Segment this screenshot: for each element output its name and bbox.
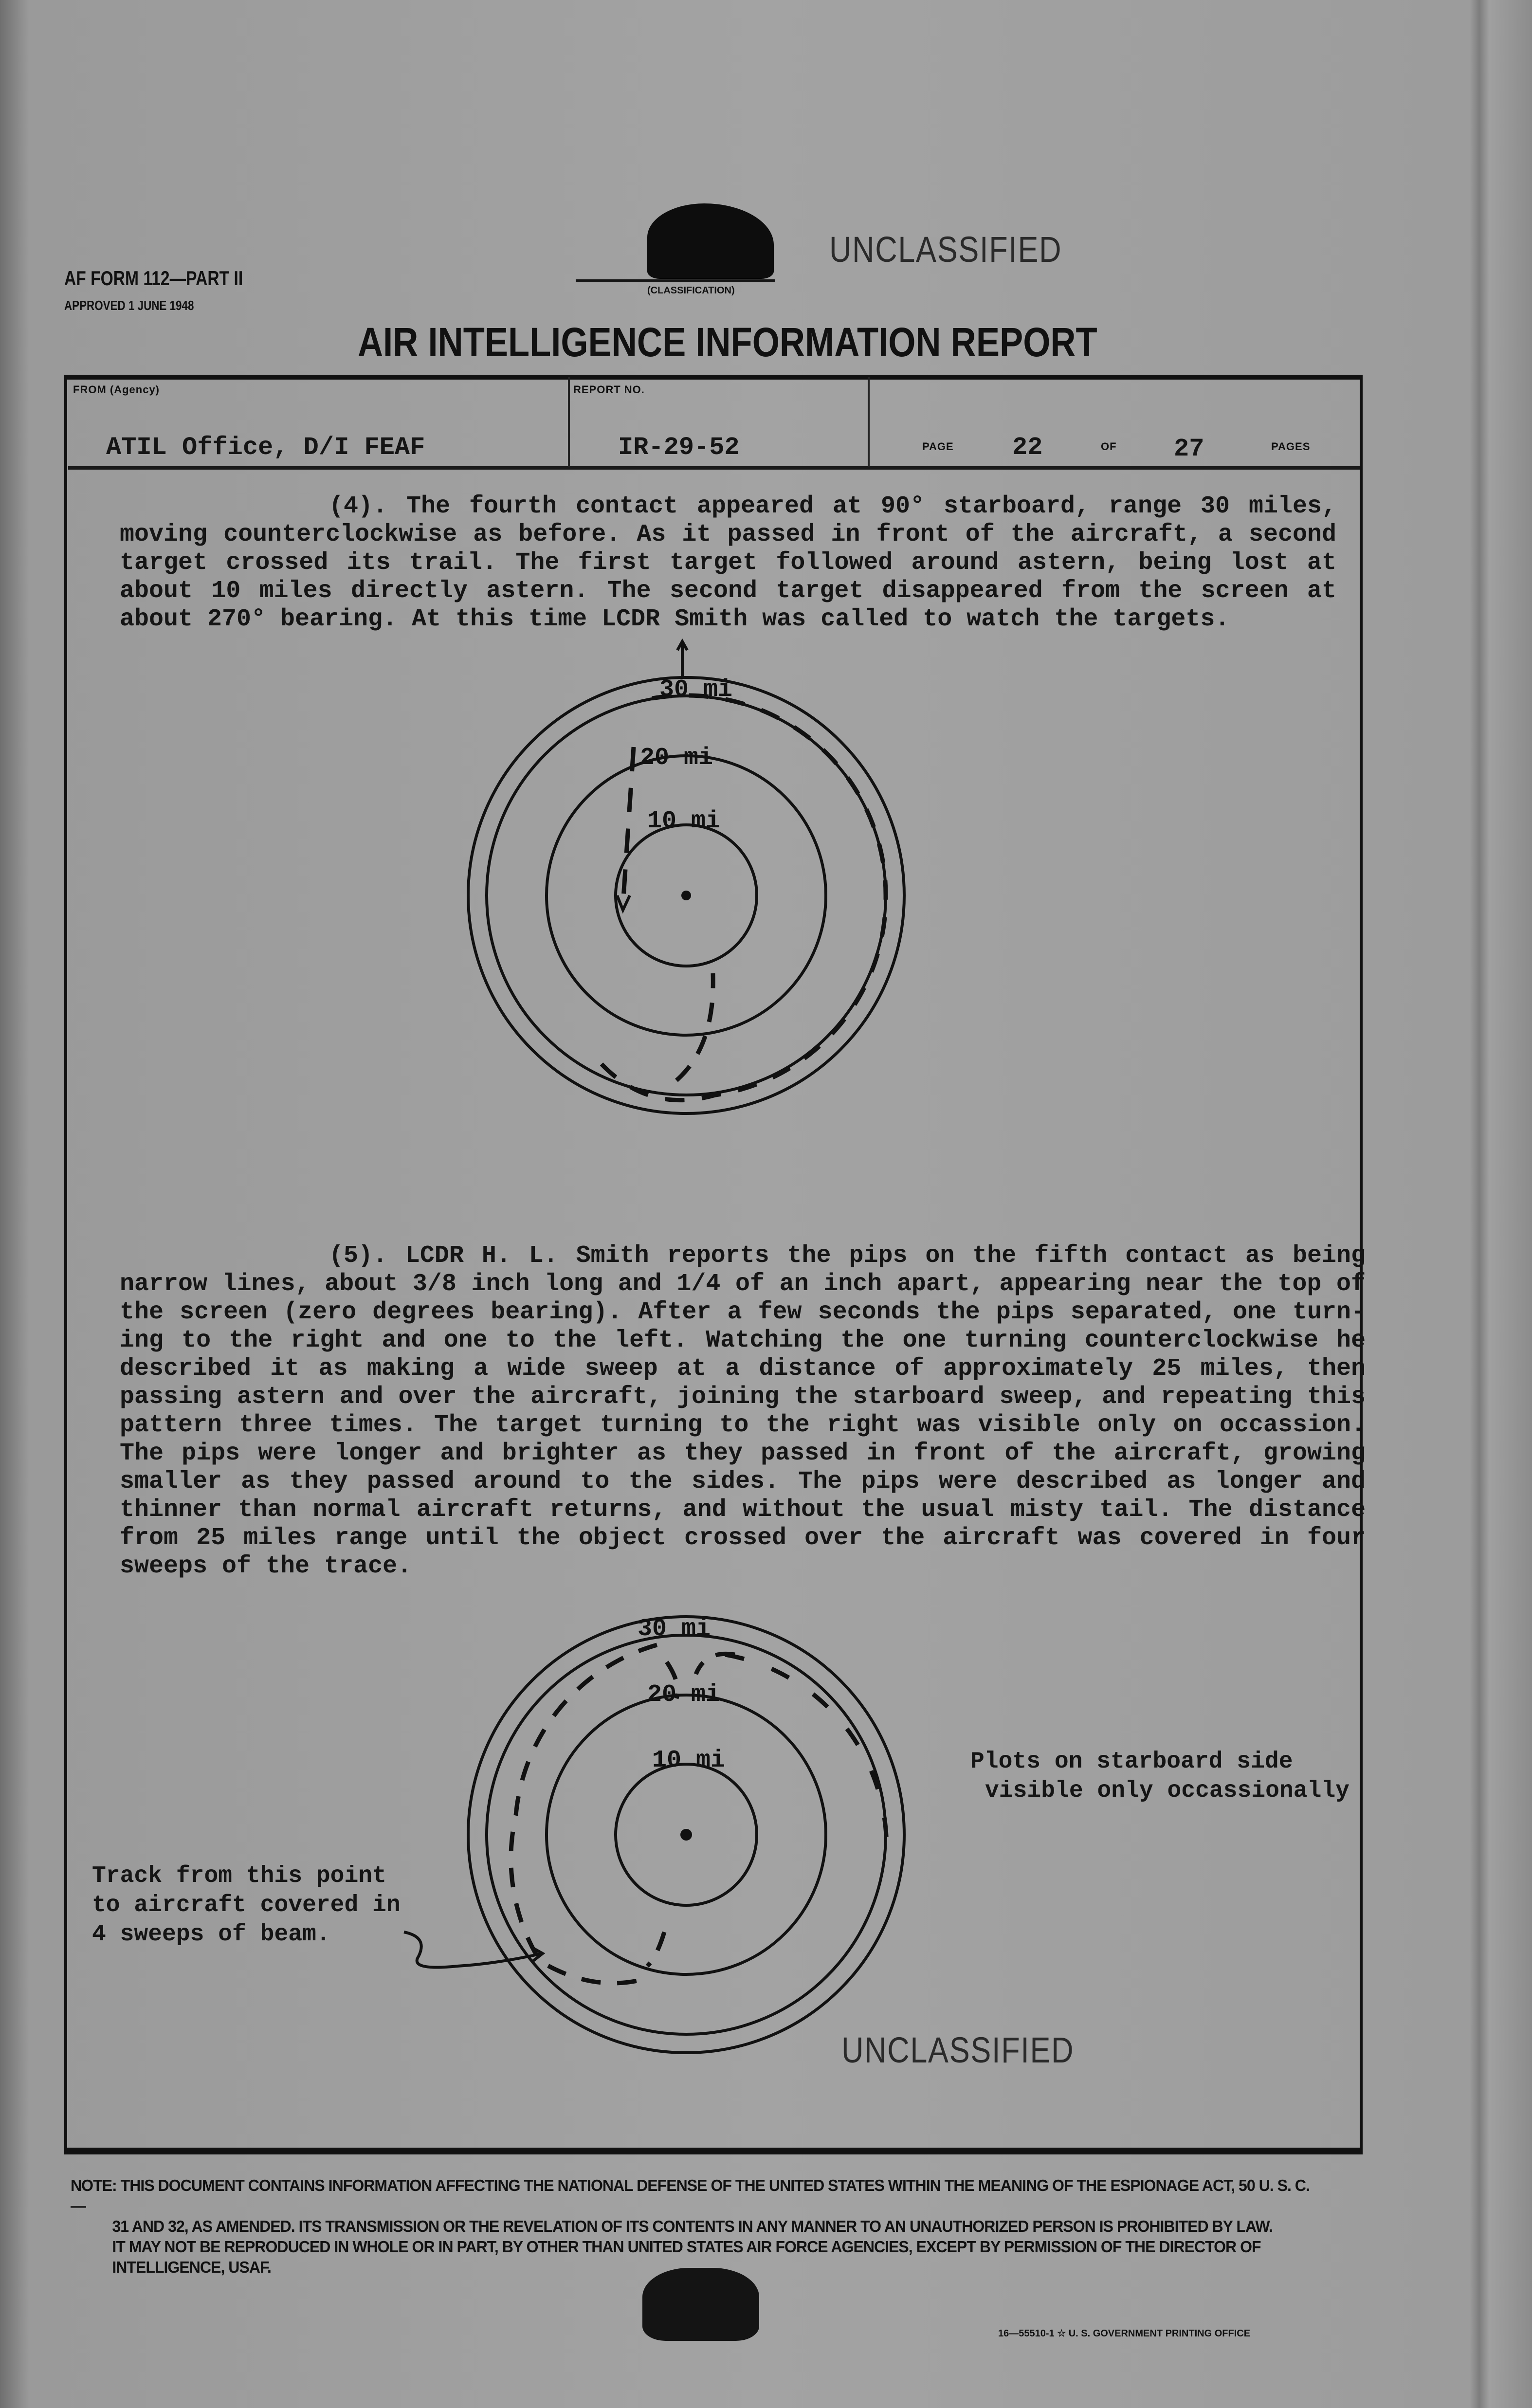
- ring-label-20: 20 mi: [647, 1681, 721, 1709]
- page-number: 22: [1012, 433, 1043, 462]
- classification-caption: (CLASSIFICATION): [647, 285, 735, 296]
- target-track-1-return: [676, 973, 713, 1080]
- ring-label-20: 20 mi: [640, 744, 713, 772]
- from-value: ATIL Office, D/I FEAF: [106, 433, 425, 462]
- ring-label-30: 30 mi: [638, 1615, 711, 1643]
- note-line: 31 AND 32, AS AMENDED. ITS TRANSMISSION OR THE REVELATION OF ITS CONTENTS IN ANY MANNER TO AN UNAUTHORIZED PERSON IS PROHIBITED BY LAW.: [112, 2217, 1273, 2235]
- text-line: (5). LCDR H. L. Smith reports the pips on the fifth contact as being: [329, 1242, 1366, 1270]
- text-line: thinner than normal aircraft returns, and without the usual misty tail. The distance: [120, 1496, 1366, 1524]
- report-number: IR-29-52: [618, 433, 740, 462]
- pointer-arrow: [399, 1917, 555, 1986]
- note-line: visible only occassionally: [985, 1778, 1350, 1804]
- pages-label: PAGES: [1271, 440, 1311, 453]
- classification-stamp-bottom: UNCLASSIFIED: [841, 2030, 1075, 2070]
- classification-line: [576, 279, 775, 282]
- note-lead: NOTE:: [71, 2176, 117, 2194]
- text-line: the screen (zero degrees bearing). After a few seconds the pips separated, one turn-: [120, 1298, 1366, 1326]
- ring-label-10: 10 mi: [647, 807, 721, 835]
- text-line: narrow lines, about 3/8 inch long and 1/4 of an inch apart, appearing near the top of: [120, 1270, 1366, 1298]
- note-line: Track from this point: [92, 1863, 386, 1889]
- ring-label-10: 10 mi: [652, 1747, 726, 1774]
- note-line: Plots on starboard side: [970, 1749, 1293, 1775]
- printer-imprint: 16—55510-1 ☆ U. S. GOVERNMENT PRINTING OFFICE: [998, 2328, 1251, 2339]
- text-line: about 10 miles directly astern. The second target disappeared from the screen at: [120, 577, 1336, 605]
- text-line: pattern three times. The target turning to the right was visible only on occassion.: [120, 1411, 1366, 1439]
- note-line: 4 sweeps of beam.: [92, 1921, 330, 1948]
- total-pages: 27: [1174, 435, 1204, 463]
- note-line: IT MAY NOT BE REPRODUCED IN WHOLE OR IN PART, BY OTHER THAN UNITED STATES AIR FORCE AGENCIES, EXCEPT BY PERMISSION OF THE DIRECTOR OF: [112, 2238, 1261, 2256]
- classification-stamp-top: UNCLASSIFIED: [829, 229, 1062, 270]
- paragraph-4: [120, 493, 1336, 634]
- track-arrowhead: [617, 895, 630, 910]
- text-line: about 270° bearing. At this time LCDR Smith was called to watch the targets.: [120, 605, 1230, 633]
- starboard-track: [725, 1655, 887, 1864]
- redaction-blot: [647, 203, 774, 279]
- text-line: described it as making a wide sweep at a distance of approximately 25 miles, then: [120, 1355, 1366, 1383]
- espionage-notice: [71, 2175, 1324, 2278]
- page-label: PAGE: [922, 440, 954, 453]
- text-line: passing astern and over the aircraft, joining the starboard sweep, and repeating this: [120, 1383, 1366, 1411]
- column-divider: [868, 377, 870, 467]
- text-line: moving counterclockwise as before. As it passed in front of the aircraft, a second: [120, 521, 1336, 548]
- text-line: from 25 miles range until the object crossed over the aircraft was covered in four: [120, 1524, 1366, 1552]
- radar-diagram-2: [443, 1572, 930, 2059]
- aircraft-position: [680, 1829, 692, 1841]
- text-line: ing to the right and one to the left. Watching the one turning counterclockwise he: [120, 1327, 1366, 1354]
- center-track: [647, 1932, 664, 1966]
- aircraft-position: [681, 891, 691, 900]
- paragraph-5: [120, 1242, 1366, 1581]
- bottom-redaction-blot: [642, 2268, 759, 2341]
- text-line: (4). The fourth contact appeared at 90° starboard, range 30 miles,: [329, 493, 1336, 520]
- radar-diagram-1: [443, 633, 930, 1149]
- report-label: REPORT NO.: [573, 383, 645, 396]
- track-note: [92, 1861, 401, 1949]
- approved-date: APPROVED 1 JUNE 1948: [64, 298, 194, 313]
- text-line: The pips were longer and brighter as they passed in front of the aircraft, growing: [120, 1440, 1366, 1467]
- starboard-plots-note: [970, 1747, 1350, 1806]
- of-label: OF: [1101, 440, 1117, 453]
- ring-label-30: 30 mi: [659, 676, 733, 704]
- text-line: target crossed its trail. The first target followed around astern, being lost at: [120, 549, 1336, 577]
- from-label: FROM (Agency): [73, 383, 160, 396]
- form-id: AF FORM 112—PART II: [64, 267, 243, 290]
- note-line: to aircraft covered in: [92, 1892, 401, 1918]
- text-line: sweeps of the trace.: [120, 1552, 412, 1580]
- page-title: AIR INTELLIGENCE INFORMATION REPORT: [358, 319, 1097, 365]
- header-divider: [68, 466, 1360, 470]
- note-line: THIS DOCUMENT CONTAINS INFORMATION AFFECTING THE NATIONAL DEFENSE OF THE UNITED STATES WITHIN THE MEANING OF THE ESPIONAGE ACT, 50 U. S. C.—: [71, 2176, 1310, 2215]
- note-line: INTELLIGENCE, USAF.: [112, 2258, 271, 2276]
- text-line: smaller as they passed around to the sides. The pips were described as longer and: [120, 1468, 1366, 1496]
- column-divider: [568, 377, 570, 467]
